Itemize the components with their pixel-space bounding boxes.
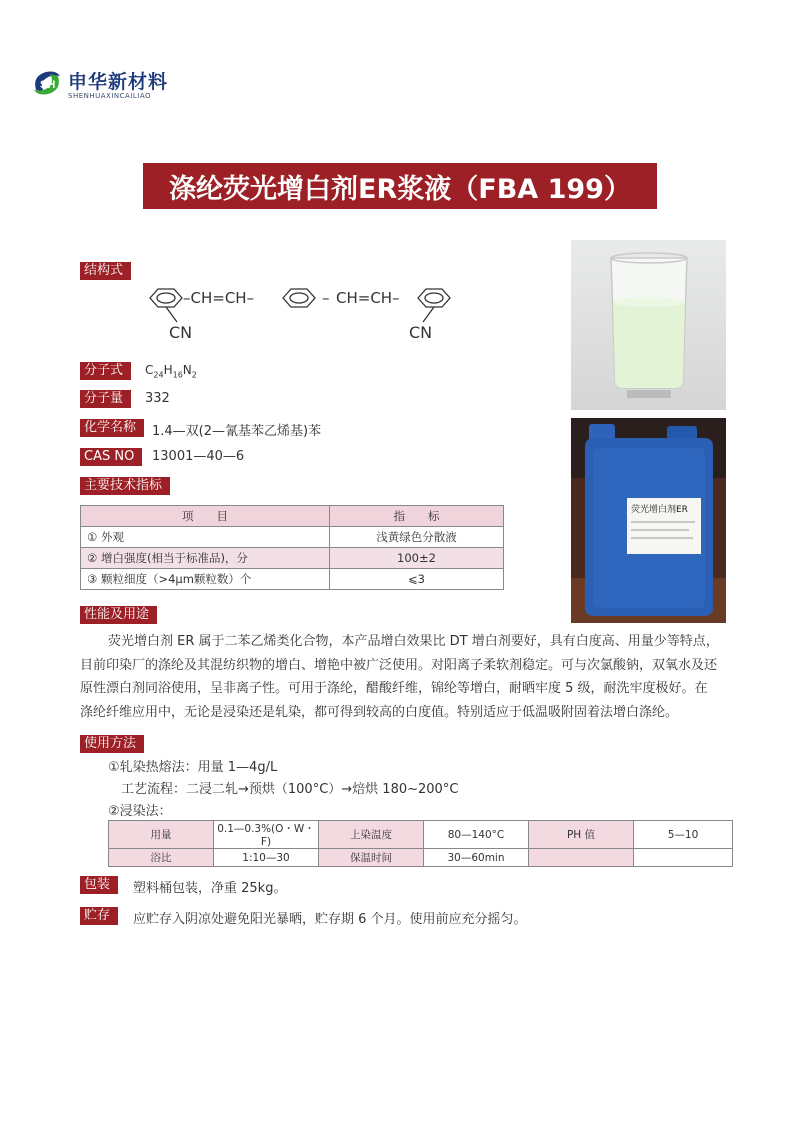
spec-table — [80, 505, 504, 590]
dye-value: 30—60min — [424, 849, 529, 867]
table-row — [81, 527, 504, 548]
performance-text: 荧光增白剂 ER 属于二苯乙烯类化合物，本产品增白效果比 DT 增白剂要好，具有白度高、用量少等特点，目前印染厂的涤纶及其混纺织物的增白、增艳中被广泛使用。对阳离子柔软剂稳定。可与次氯酸钠，双氧水及还原性漂白剂同浴使用，呈非离子性。可用于涤纶，醋酸纤维，锦纶等增白，耐晒牢度 5 级，耐洗牢度极好。在涤纶纤维应用中，无论是浸染还是轧染，都可得到较高的白度值。特别适应于低温吸附固着法增白涤纶。 — [80, 634, 719, 720]
specs-label: 主要技术指标 — [80, 477, 170, 495]
drum-photo — [571, 418, 726, 623]
dye-value — [634, 849, 733, 867]
mol-weight-value: 332 — [145, 391, 170, 406]
chem-name-label: 化学名称 — [80, 419, 144, 437]
spec-header-item: 项 目 — [81, 506, 330, 527]
performance-label: 性能及用途 — [80, 606, 157, 624]
spec-value: 100±2 — [330, 548, 504, 569]
dye-key: PH 值 — [529, 821, 634, 849]
vinylene-right: CH=CH– — [336, 289, 400, 307]
benzene-ring-left — [150, 289, 182, 307]
drum-label-text: 荧光增白剂ER — [631, 505, 688, 515]
benzene-ring-right — [418, 289, 450, 307]
logo-chinese-name: 申华新材料 — [68, 71, 169, 93]
cas-label: CAS NO — [80, 448, 142, 466]
spec-header-value: 指 标 — [330, 506, 504, 527]
table-row — [81, 548, 504, 569]
mol-weight-label: 分子量 — [80, 390, 131, 408]
molecular-formula: $C_{24}H_{16}N_2$ — [145, 363, 197, 380]
table-row — [81, 569, 504, 590]
usage-method-1: ①轧染热熔法：用量 1—4g/L — [108, 760, 278, 775]
logo-mark-icon — [30, 66, 64, 100]
logo-english-name: SHENHUAXINCAILIAO — [68, 92, 152, 100]
cyano-left: CN — [169, 323, 193, 342]
dye-value: 80—140°C — [424, 821, 529, 849]
cas-value: 13001—40—6 — [152, 449, 245, 464]
page-title: 涤纶荧光增白剂ER浆液（FBA 199） — [143, 163, 657, 209]
dye-value: 1:10—30 — [214, 849, 319, 867]
storage-label: 贮存 — [80, 907, 118, 925]
logo-mark-text: SH — [40, 79, 56, 91]
cyano-right: CN — [409, 323, 433, 342]
usage-label: 使用方法 — [80, 735, 144, 753]
dye-conditions-table — [108, 820, 733, 867]
usage-process: 工艺流程：二浸二轧→预烘（100°C）→焙烘 180~200°C — [121, 782, 459, 797]
usage-method-2: ②浸染法： — [108, 804, 172, 819]
dye-value: 5—10 — [634, 821, 733, 849]
formula-label: 分子式 — [80, 362, 131, 380]
spec-item: ③ 颗粒细度（>4μm颗粒数）个 — [81, 569, 330, 590]
spec-item: ① 外观 — [81, 527, 330, 548]
spec-value: ⩽3 — [330, 569, 504, 590]
vinylene-left: –CH=CH– — [183, 289, 255, 307]
table-row — [109, 821, 733, 849]
dye-value: 0.1—0.3%(O・W・F) — [214, 821, 319, 849]
storage-value: 应贮存入阴凉处避免阳光暴晒，贮存期 6 个月。使用前应充分摇匀。 — [133, 912, 527, 927]
table-row — [109, 849, 733, 867]
chem-name-value: 1.4—双(2—氰基苯乙烯基)苯 — [152, 424, 322, 439]
spec-table-header — [81, 506, 504, 527]
dye-key — [529, 849, 634, 867]
packaging-label: 包装 — [80, 876, 118, 894]
packaging-value: 塑料桶包装，净重 25kg。 — [133, 881, 287, 896]
dye-key: 上染温度 — [319, 821, 424, 849]
bond-dash: – — [322, 289, 330, 307]
spec-item: ② 增白强度(相当于标准品)，分 — [81, 548, 330, 569]
dye-key: 浴比 — [109, 849, 214, 867]
dye-key: 保温时间 — [319, 849, 424, 867]
dye-key: 用量 — [109, 821, 214, 849]
structure-label: 结构式 — [80, 262, 131, 280]
structural-formula — [145, 280, 465, 346]
benzene-ring-middle — [283, 289, 315, 307]
spec-value: 浅黄绿色分散液 — [330, 527, 504, 548]
beaker-photo — [571, 240, 726, 410]
company-logo — [30, 66, 190, 106]
